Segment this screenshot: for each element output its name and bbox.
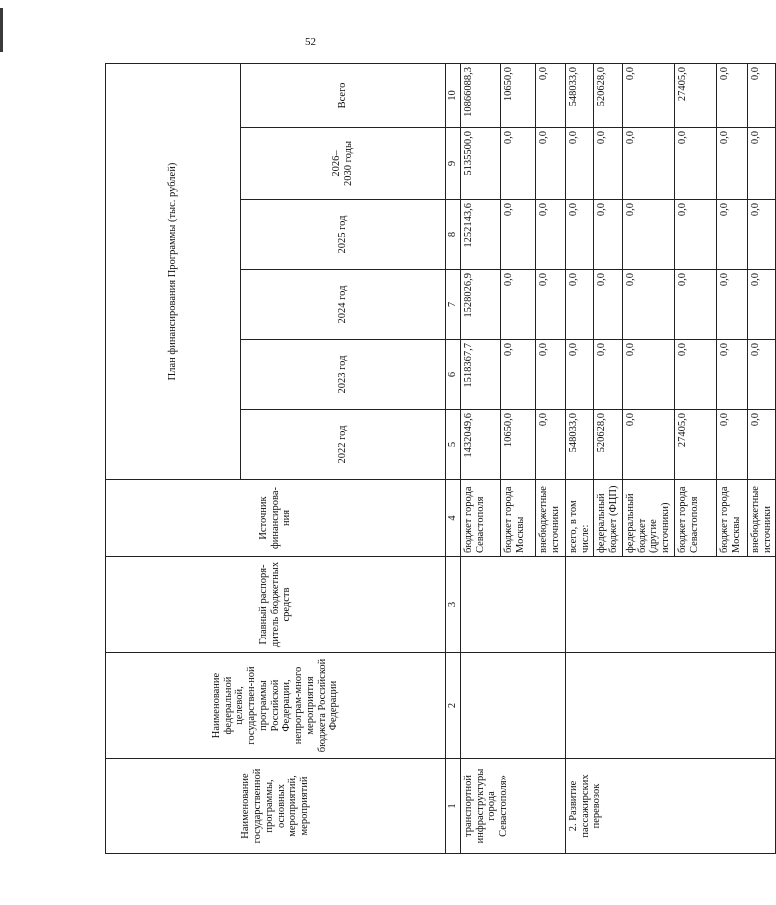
value-cell: 0,0 <box>747 340 776 410</box>
value-cell: 0,0 <box>747 410 776 480</box>
value-cell: 0,0 <box>535 63 565 127</box>
col-number: 7 <box>446 270 461 340</box>
value-cell: 0,0 <box>565 200 594 270</box>
value-cell: 0,0 <box>716 200 747 270</box>
value-cell: 5135500,0 <box>460 128 500 200</box>
value-cell: 0,0 <box>535 200 565 270</box>
value-cell: 0,0 <box>594 270 623 340</box>
value-cell: 0,0 <box>565 340 594 410</box>
financing-plan-table <box>105 63 776 854</box>
value-cell: 0,0 <box>535 410 565 480</box>
value-cell: 10866088,3 <box>460 63 500 127</box>
header-year-2023: 2023 год <box>241 340 446 410</box>
value-cell: 0,0 <box>622 128 674 200</box>
value-cell: 1252143,6 <box>460 200 500 270</box>
header-federal-program: Наименование федеральной целевой, государствен-ной программы Российской Федерации, непрограм-много мероприятия бюджета Российской Федерации <box>106 653 446 759</box>
value-cell: 520628,0 <box>594 410 623 480</box>
value-cell: 27405,0 <box>674 410 716 480</box>
col-number: 1 <box>446 759 461 854</box>
value-cell: 0,0 <box>674 270 716 340</box>
value-cell: 0,0 <box>500 128 535 200</box>
header-year-2024: 2024 год <box>241 270 446 340</box>
value-cell: 0,0 <box>500 270 535 340</box>
value-cell: 520628,0 <box>594 63 623 127</box>
col-number: 10 <box>446 63 461 127</box>
value-cell: 0,0 <box>622 200 674 270</box>
value-cell: 0,0 <box>747 200 776 270</box>
value-cell: 0,0 <box>674 128 716 200</box>
header-funding-source: Источник финансирова-ния <box>106 480 446 557</box>
value-cell: 1432049,6 <box>460 410 500 480</box>
source-cell: внебюджетные источники <box>535 480 565 557</box>
value-cell: 0,0 <box>716 340 747 410</box>
program-name-cell: 2. Развитие пассажирских перевозок <box>565 759 776 854</box>
value-cell: 0,0 <box>674 200 716 270</box>
value-cell: 0,0 <box>535 340 565 410</box>
source-cell: бюджет города Москвы <box>500 480 535 557</box>
value-cell: 0,0 <box>622 410 674 480</box>
table-row <box>565 63 594 853</box>
value-cell: 0,0 <box>622 340 674 410</box>
value-cell: 10650,0 <box>500 410 535 480</box>
empty-cell <box>565 653 776 759</box>
col-number: 6 <box>446 340 461 410</box>
page-number: 52 <box>305 36 316 48</box>
value-cell: 0,0 <box>747 63 776 127</box>
empty-cell <box>460 557 565 653</box>
header-budget-manager: Главный распоря-дитель бюджетных средств <box>106 557 446 653</box>
header-program-name: Наименование государственной программы, основных мероприятий, мероприятий <box>106 759 446 854</box>
source-cell: федеральный бюджет (ФЦП) <box>594 480 623 557</box>
value-cell: 0,0 <box>594 128 623 200</box>
value-cell: 0,0 <box>594 340 623 410</box>
value-cell: 0,0 <box>594 200 623 270</box>
empty-cell <box>460 653 565 759</box>
value-cell: 0,0 <box>565 270 594 340</box>
col-number: 3 <box>446 557 461 653</box>
col-number: 5 <box>446 410 461 480</box>
rotated-table-container <box>105 64 773 854</box>
value-cell: 27405,0 <box>674 63 716 127</box>
col-number: 2 <box>446 653 461 759</box>
table-row <box>460 63 500 853</box>
scan-edge-mark <box>0 8 3 52</box>
value-cell: 0,0 <box>565 128 594 200</box>
source-cell: бюджет города Севастополя <box>460 480 500 557</box>
value-cell: 0,0 <box>500 200 535 270</box>
value-cell: 0,0 <box>500 340 535 410</box>
value-cell: 0,0 <box>716 128 747 200</box>
source-cell: бюджет города Севастополя <box>674 480 716 557</box>
value-cell: 548033,0 <box>565 410 594 480</box>
col-number: 9 <box>446 128 461 200</box>
header-total: Всего <box>241 63 446 127</box>
value-cell: 1528026,9 <box>460 270 500 340</box>
value-cell: 0,0 <box>716 410 747 480</box>
empty-cell <box>565 557 776 653</box>
source-cell: внебюджетные источники <box>747 480 776 557</box>
header-financing-plan: План финансирования Программы (тыс. рублей) <box>106 63 241 479</box>
value-cell: 0,0 <box>535 128 565 200</box>
source-cell: всего, в том числе: <box>565 480 594 557</box>
value-cell: 0,0 <box>674 340 716 410</box>
value-cell: 0,0 <box>622 270 674 340</box>
table-frame <box>105 64 773 854</box>
value-cell: 0,0 <box>622 63 674 127</box>
value-cell: 1518367,7 <box>460 340 500 410</box>
col-number: 8 <box>446 200 461 270</box>
program-name-cell: транспортной инфраструктуры города Севастополя» <box>460 759 565 854</box>
header-year-2025: 2025 год <box>241 200 446 270</box>
header-year-2022: 2022 год <box>241 410 446 480</box>
value-cell: 0,0 <box>747 270 776 340</box>
value-cell: 10650,0 <box>500 63 535 127</box>
col-number: 4 <box>446 480 461 557</box>
value-cell: 0,0 <box>716 63 747 127</box>
header-years-2026-2030: 2026– 2030 годы <box>241 128 446 200</box>
source-cell: бюджет города Москвы <box>716 480 747 557</box>
value-cell: 0,0 <box>747 128 776 200</box>
value-cell: 0,0 <box>716 270 747 340</box>
value-cell: 0,0 <box>535 270 565 340</box>
value-cell: 548033,0 <box>565 63 594 127</box>
source-cell: федеральный бюджет (другие источники) <box>622 480 674 557</box>
